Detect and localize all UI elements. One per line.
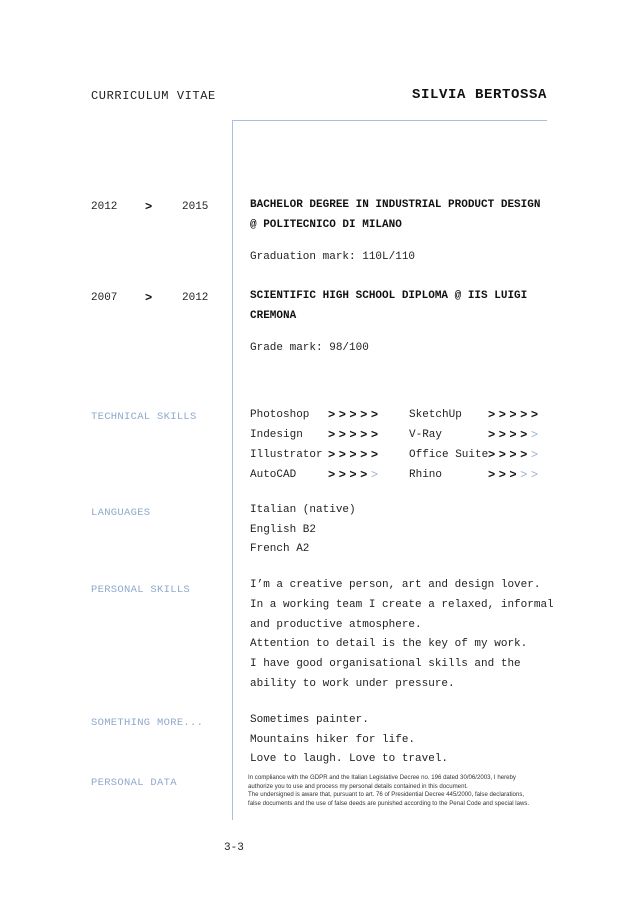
- level-mark-filled: >: [338, 428, 350, 442]
- section-personal-data: PERSONAL DATA: [91, 777, 177, 789]
- level-mark-filled: >: [530, 408, 542, 422]
- level-mark-filled: >: [360, 428, 371, 442]
- level-mark-empty: >: [520, 468, 531, 482]
- level-mark-filled: >: [328, 448, 339, 462]
- something-more-line: Love to laugh. Love to travel.: [250, 753, 449, 766]
- level-mark-filled: >: [328, 408, 339, 422]
- something-more-text: [250, 711, 448, 770]
- section-personal-skills: PERSONAL SKILLS: [91, 584, 191, 596]
- skill-level-indicator: [488, 468, 542, 482]
- level-mark-filled: >: [360, 408, 371, 422]
- level-mark-filled: >: [488, 408, 499, 422]
- degree-mark: Grade mark: 98/100: [250, 342, 369, 354]
- level-mark-filled: >: [509, 428, 521, 442]
- skill-name: SketchUp: [409, 409, 462, 421]
- level-mark-filled: >: [360, 448, 371, 462]
- level-mark-filled: >: [520, 448, 531, 462]
- language-item: French A2: [250, 543, 310, 556]
- languages-list: [250, 501, 356, 560]
- skill-name: V-Ray: [409, 429, 443, 441]
- skill-level-indicator: [488, 408, 542, 422]
- degree-title: SCIENTIFIC HIGH SCHOOL DIPLOMA @ IIS LUIGI CREMONA: [250, 290, 528, 322]
- level-mark-filled: >: [338, 408, 350, 422]
- section-languages: LANGUAGES: [91, 507, 151, 519]
- level-mark-filled: >: [498, 448, 510, 462]
- level-mark-empty: >: [530, 428, 542, 442]
- something-more-line: Mountains hiker for life.: [250, 733, 416, 746]
- personal-skills-line: and productive atmosphere.: [250, 618, 422, 631]
- skill-level-indicator: [328, 468, 382, 482]
- level-mark-empty: >: [370, 468, 382, 482]
- skill-name: Photoshop: [250, 409, 310, 421]
- gdpr-line: false documents and the use of false deeds are punished according to the Penal Code and special laws.: [248, 799, 530, 807]
- personal-skills-line: I have good organisational skills and the: [250, 658, 521, 671]
- level-mark-filled: >: [498, 408, 510, 422]
- column-divider: [232, 120, 233, 820]
- level-mark-filled: >: [370, 448, 382, 462]
- level-mark-filled: >: [498, 428, 510, 442]
- level-mark-filled: >: [349, 408, 361, 422]
- year-to: 2012: [182, 292, 209, 304]
- level-mark-filled: >: [488, 448, 499, 462]
- gdpr-line: In compliance with the GDPR and the Italian Legislative Decree no. 196 dated 30/06/2003, I hereby: [248, 774, 516, 781]
- personal-skills-text: [250, 576, 554, 695]
- skill-name: Indesign: [250, 429, 303, 441]
- year-from: 2012: [91, 201, 118, 213]
- candidate-name: SILVIA BERTOSSA: [411, 87, 547, 103]
- level-mark-filled: >: [520, 428, 531, 442]
- level-mark-filled: >: [509, 468, 521, 482]
- level-mark-filled: >: [338, 448, 350, 462]
- level-mark-filled: >: [360, 468, 371, 482]
- page-number: 3-3: [224, 842, 244, 854]
- section-something-more: SOMETHING MORE...: [91, 717, 204, 729]
- year-separator: >: [145, 200, 153, 214]
- header-rule: [232, 120, 547, 121]
- level-mark-filled: >: [509, 448, 521, 462]
- skill-level-indicator: [328, 428, 382, 442]
- personal-skills-line: In a working team I create a relaxed, informal: [250, 598, 554, 611]
- level-mark-empty: >: [530, 448, 542, 462]
- skill-level-indicator: [328, 408, 382, 422]
- personal-skills-line: Attention to detail is the key of my work.: [250, 638, 528, 651]
- level-mark-filled: >: [488, 428, 499, 442]
- level-mark-filled: >: [520, 408, 531, 422]
- skill-level-indicator: [488, 428, 542, 442]
- level-mark-filled: >: [349, 468, 361, 482]
- personal-skills-line: ability to work under pressure.: [250, 677, 455, 690]
- skill-name: Office Suite: [409, 449, 489, 461]
- degree-title: BACHELOR DEGREE IN INDUSTRIAL PRODUCT DESIGN @ POLITECNICO DI MILANO: [250, 199, 541, 231]
- skill-name: Illustrator: [250, 449, 323, 461]
- level-mark-filled: >: [488, 468, 499, 482]
- level-mark-filled: >: [370, 428, 382, 442]
- year-to: 2015: [182, 201, 209, 213]
- gdpr-consent: [248, 774, 558, 808]
- gdpr-line: The undersigned is aware that, pursuant to art. 76 of Presidential Decree 445/2000, false declarations,: [248, 791, 525, 799]
- level-mark-filled: >: [338, 468, 350, 482]
- language-item: Italian (native): [250, 504, 356, 516]
- personal-skills-line: I’m a creative person, art and design lover.: [250, 579, 541, 591]
- level-mark-filled: >: [370, 408, 382, 422]
- level-mark-filled: >: [498, 468, 510, 482]
- level-mark-filled: >: [349, 428, 361, 442]
- document-label: CURRICULUM VITAE: [91, 89, 216, 103]
- section-technical-skills: TECHNICAL SKILLS: [91, 411, 197, 423]
- year-separator: >: [145, 291, 153, 305]
- gdpr-line: authorize you to use and process my personal details contained in this document.: [248, 782, 468, 790]
- level-mark-filled: >: [328, 428, 339, 442]
- language-item: English B2: [250, 523, 317, 536]
- level-mark-empty: >: [530, 468, 542, 482]
- skill-level-indicator: [488, 448, 542, 462]
- something-more-line: Sometimes painter.: [250, 714, 369, 726]
- skill-name: Rhino: [409, 469, 443, 481]
- level-mark-filled: >: [509, 408, 521, 422]
- skill-level-indicator: [328, 448, 382, 462]
- level-mark-filled: >: [328, 468, 339, 482]
- degree-mark: Graduation mark: 110L/110: [250, 251, 416, 263]
- level-mark-filled: >: [349, 448, 361, 462]
- year-from: 2007: [91, 292, 118, 304]
- skill-name: AutoCAD: [250, 469, 297, 481]
